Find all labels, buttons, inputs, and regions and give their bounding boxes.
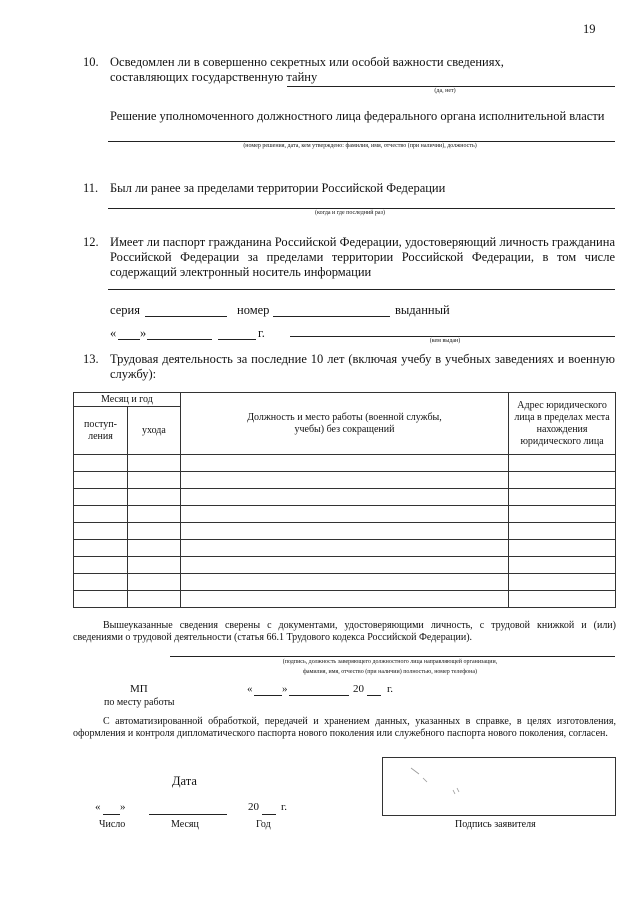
cell-position[interactable] xyxy=(180,574,508,591)
table-row xyxy=(74,489,616,506)
verification-caption-1: (подпись, должность заверяющего должностного лица направляющей организации, xyxy=(282,659,498,665)
cell-entry[interactable] xyxy=(74,591,128,608)
sign-day-field[interactable] xyxy=(103,814,120,815)
cell-entry[interactable] xyxy=(74,472,128,489)
verification-caption-2: фамилия, имя, отчество (при наличии) полностью, номер телефона) xyxy=(302,669,478,675)
q12-month-field[interactable] xyxy=(147,339,212,340)
q12-issued-label: выданный xyxy=(395,303,450,317)
page-number: 19 xyxy=(583,22,596,36)
verification-year-suffix: г. xyxy=(387,683,394,695)
cell-entry[interactable] xyxy=(74,506,128,523)
table-row xyxy=(74,523,616,540)
q11-text: Был ли ранее за пределами территории Российской Федерации xyxy=(110,181,446,195)
q12-series-field[interactable] xyxy=(145,316,227,317)
cell-address[interactable] xyxy=(509,506,616,523)
table-row xyxy=(74,455,616,472)
cell-exit[interactable] xyxy=(127,523,180,540)
q13-number: 13. xyxy=(83,352,99,366)
q12-year-suffix: г. xyxy=(258,326,265,340)
q10-text: Осведомлен ли в совершенно секретных или особой важности сведениях, составляющих государственную тайну xyxy=(110,55,504,84)
caption-month: Месяц xyxy=(171,819,199,830)
cell-exit[interactable] xyxy=(127,455,180,472)
work-history-table xyxy=(73,392,616,608)
verification-date-quote-close: » xyxy=(282,683,288,695)
cell-address[interactable] xyxy=(509,574,616,591)
cell-position[interactable] xyxy=(180,523,508,540)
signature-scribble-icon xyxy=(383,758,615,815)
verification-signature-line[interactable] xyxy=(170,656,615,657)
sign-month-field[interactable] xyxy=(149,814,227,815)
cell-address[interactable] xyxy=(509,472,616,489)
header-position: Должность и место работы (военной службы, учебы) без сокращений xyxy=(180,393,508,455)
q12-quote-open: « xyxy=(110,326,117,340)
cell-address[interactable] xyxy=(509,557,616,574)
cell-position[interactable] xyxy=(180,472,508,489)
q12-text: Имеет ли паспорт гражданина Российской Федерации, удостоверяющий личность гражданина Российской Федерации за пределами территории Российской Федерации, в том числе содержащий электронный носитель информации xyxy=(110,235,615,279)
table-row xyxy=(74,506,616,523)
cell-exit[interactable] xyxy=(127,574,180,591)
signature-box[interactable] xyxy=(382,757,616,816)
header-month-year: Месяц и год xyxy=(74,393,181,407)
date-title: Дата xyxy=(172,774,197,788)
cell-address[interactable] xyxy=(509,523,616,540)
caption-year: Год xyxy=(256,819,271,830)
cell-address[interactable] xyxy=(509,455,616,472)
q12-quote-close: » xyxy=(140,326,147,340)
q12-number-field[interactable] xyxy=(273,316,390,317)
header-address: Адрес юридического лица в пределах места нахождения юридического лица xyxy=(509,393,616,455)
cell-exit[interactable] xyxy=(127,506,180,523)
header-entry: поступ-ления xyxy=(74,407,128,455)
verification-date-quote-open: « xyxy=(247,683,253,695)
cell-position[interactable] xyxy=(180,540,508,557)
sign-quote-open: « xyxy=(95,801,101,813)
q10-caption-decision: (номер решения, дата, кем утверждено: фамилия, имя, отчество (при наличии), должность) xyxy=(243,143,477,149)
table-row xyxy=(74,540,616,557)
q10-caption-yes-no: (да, нет) xyxy=(434,88,456,94)
q10-decision-text: Решение уполномоченного должностного лица федерального органа исполнительной власти xyxy=(110,109,605,123)
cell-position[interactable] xyxy=(180,455,508,472)
table-row xyxy=(74,591,616,608)
mp-place-label: по месту работы xyxy=(104,697,175,708)
cell-entry[interactable] xyxy=(74,557,128,574)
cell-exit[interactable] xyxy=(127,540,180,557)
sign-year-suffix: г. xyxy=(281,801,288,813)
q11-number: 11. xyxy=(83,181,99,195)
q11-answer-line[interactable] xyxy=(108,208,615,209)
cell-entry[interactable] xyxy=(74,540,128,557)
sign-quote-close: » xyxy=(120,801,126,813)
q11-caption: (когда и где последний раз) xyxy=(315,210,385,216)
q12-answer-line[interactable] xyxy=(108,289,615,290)
cell-entry[interactable] xyxy=(74,489,128,506)
verification-text: Вышеуказанные сведения сверены с документами, удостоверяющими личность, с трудовой книжкой и (или) сведениями о трудовой деятельности (статья 66.1 Трудового кодекса Российской Федерации). xyxy=(73,620,616,643)
q12-number-label: номер xyxy=(237,303,270,317)
q10-answer-line[interactable] xyxy=(287,86,615,87)
cell-address[interactable] xyxy=(509,591,616,608)
verification-day-field[interactable] xyxy=(254,695,282,696)
verification-year-field[interactable] xyxy=(367,695,381,696)
mp-stamp-label: МП xyxy=(130,683,148,695)
cell-exit[interactable] xyxy=(127,489,180,506)
cell-position[interactable] xyxy=(180,557,508,574)
q12-number: 12. xyxy=(83,235,99,249)
cell-exit[interactable] xyxy=(127,591,180,608)
cell-position[interactable] xyxy=(180,489,508,506)
cell-position[interactable] xyxy=(180,506,508,523)
q12-year-field[interactable] xyxy=(218,339,256,340)
verification-month-field[interactable] xyxy=(289,695,349,696)
cell-address[interactable] xyxy=(509,489,616,506)
sign-year-prefix: 20 xyxy=(248,801,259,813)
cell-entry[interactable] xyxy=(74,523,128,540)
q10-decision-line[interactable] xyxy=(108,141,615,142)
cell-entry[interactable] xyxy=(74,455,128,472)
cell-entry[interactable] xyxy=(74,574,128,591)
table-row xyxy=(74,472,616,489)
table-row xyxy=(74,557,616,574)
sign-year-field[interactable] xyxy=(262,814,276,815)
cell-position[interactable] xyxy=(180,591,508,608)
caption-day: Число xyxy=(99,819,126,830)
q12-series-label: серия xyxy=(110,303,140,317)
consent-text: С автоматизированной обработкой, передачей и хранением данных, указанных в справке, в целях изготовления, оформления и контроля дипломатического паспорта нового поколения или служебного паспорта нового поколения, согласен. xyxy=(73,716,616,739)
q12-caption-issuer: (кем выдан) xyxy=(429,338,461,344)
caption-signature: Подпись заявителя xyxy=(455,819,536,830)
table-row xyxy=(74,574,616,591)
cell-exit[interactable] xyxy=(127,472,180,489)
verification-year-prefix: 20 xyxy=(353,683,364,695)
header-exit: ухода xyxy=(127,407,180,455)
cell-address[interactable] xyxy=(509,540,616,557)
cell-exit[interactable] xyxy=(127,557,180,574)
q13-text: Трудовая деятельность за последние 10 лет (включая учебу в учебных заведениях и военную службу): xyxy=(110,352,615,381)
q10-number: 10. xyxy=(83,55,99,69)
q12-issuer-line[interactable] xyxy=(290,336,615,337)
q12-day-field[interactable] xyxy=(118,339,140,340)
